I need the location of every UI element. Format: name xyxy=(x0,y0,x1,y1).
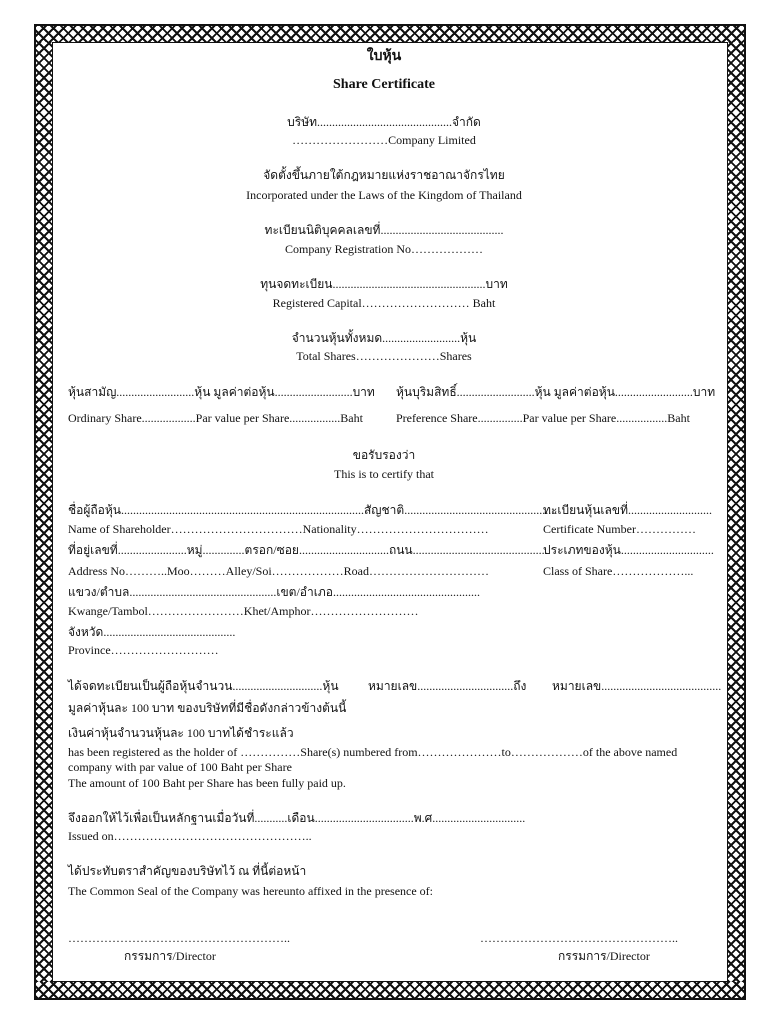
company-name-thai: บริษัท.............................................จำกัด xyxy=(287,115,481,129)
certificate-number-thai: ทะเบียนหุ้นเลขที่............................ xyxy=(543,503,712,517)
director-signature-line-right: ………………………………………….. xyxy=(480,931,678,945)
issued-date-thai: จึงออกให้ไว้เพื่อเป็นหลักฐานเมื่อวันที่...........เดือน.................................พ.ศ............................... xyxy=(68,811,526,825)
company-name-english: ……………………Company Limited xyxy=(292,133,476,147)
registered-holder-english: has been registered as the holder of ……………Share(s) numbered from…………………to………………of the above named xyxy=(68,745,678,759)
title-english: Share Certificate xyxy=(333,77,435,92)
registered-capital-thai: ทุนจดทะเบียน...................................................บาท xyxy=(260,277,508,291)
director-label-right: กรรมการ/Director xyxy=(558,949,650,963)
province-english: Province……………………… xyxy=(68,643,219,657)
total-shares-thai: จำนวนหุ้นทั้งหมด..........................หุ้น xyxy=(291,331,477,345)
numbered-from-thai: หมายเลข................................ถึง xyxy=(368,679,527,693)
director-label-left: กรรมการ/Director xyxy=(124,949,216,963)
share-class-thai: ประเภทของหุ้น............................... xyxy=(543,543,714,557)
ornamental-border-top xyxy=(36,26,744,43)
preference-share-thai: หุ้นบุริมสิทธิ์..........................หุ้น มูลค่าต่อหุ้น..........................บาท xyxy=(396,385,716,399)
kwang-tambol-english: Kwange/Tambol……………………Khet/Amphor……………………… xyxy=(68,604,419,618)
numbered-to-thai: หมายเลข........................................ xyxy=(552,679,722,693)
common-seal-english: The Common Seal of the Company was hereunto affixed in the presence of: xyxy=(68,884,434,898)
ornamental-border-bottom xyxy=(36,981,744,998)
ornamental-border-left xyxy=(36,42,53,982)
shareholder-name-thai: ชื่อผู้ถือหุ้น.................................................................................สัญชาติ................................................... xyxy=(68,503,558,517)
share-class-english: Class of Share………………... xyxy=(543,564,694,578)
director-signature-line-left: ……………………………………………….. xyxy=(68,931,290,945)
par-value-english: company with par value of 100 Baht per Share xyxy=(68,760,292,774)
certificate-number-english: Certificate Number…………… xyxy=(543,522,696,536)
address-english: Address No………..Moo………Alley/Soi………………Road………………………… xyxy=(68,564,489,578)
title-thai: ใบหุ้น xyxy=(366,49,402,64)
paid-up-thai: เงินค่าหุ้นจำนวนหุ้นละ 100 บาทได้ชำระแล้ว xyxy=(68,726,294,740)
ornamental-border-right xyxy=(727,42,744,982)
ordinary-share-english: Ordinary Share..................Par value per Share.................Baht xyxy=(68,411,363,425)
incorporated-english: Incorporated under the Laws of the Kingdom of Thailand xyxy=(246,188,522,202)
total-shares-english: Total Shares…………………Shares xyxy=(296,349,472,363)
registration-no-english: Company Registration No……………… xyxy=(285,242,483,256)
incorporated-thai: จัดตั้งขึ้นภายใต้กฎหมายแห่งราชอาณาจักรไทย xyxy=(263,168,505,182)
ordinary-share-thai: หุ้นสามัญ..........................หุ้น มูลค่าต่อหุ้น..........................บาท xyxy=(68,385,375,399)
common-seal-thai: ได้ประทับตราสำคัญของบริษัทไว้ ณ ที่นี้ต่อหน้า xyxy=(68,864,307,878)
paid-up-english: The amount of 100 Baht per Share has been fully paid up. xyxy=(68,776,346,790)
province-thai: จังหวัด............................................ xyxy=(68,625,236,639)
preference-share-english: Preference Share...............Par value per Share.................Baht xyxy=(396,411,690,425)
registered-capital-english: Registered Capital……………………… Baht xyxy=(272,296,496,310)
kwang-tambol-thai: แขวง/ตำบล.................................................เขต/อำเภอ................................................. xyxy=(68,585,480,599)
par-value-thai: มูลค่าหุ้นละ 100 บาท ของบริษัทที่มีชื่อดังกล่าวข้างต้นนี้ xyxy=(68,701,347,715)
address-thai: ที่อยู่เลขที่.......................หมู่..............ตรอก/ซอย..............................ถนน............................................. xyxy=(68,543,548,557)
shareholder-name-english: Name of Shareholder……………………………Nationality…………………………… xyxy=(68,522,489,536)
certify-english: This is to certify that xyxy=(334,467,434,481)
certify-thai: ขอรับรองว่า xyxy=(352,448,416,462)
issued-date-english: Issued on………………………………………….. xyxy=(68,829,312,843)
registration-no-thai: ทะเบียนนิติบุคคลเลขที่......................................... xyxy=(264,223,504,237)
registered-holder-thai: ได้จดทะเบียนเป็นผู้ถือหุ้นจำนวน..............................หุ้น xyxy=(68,679,339,693)
